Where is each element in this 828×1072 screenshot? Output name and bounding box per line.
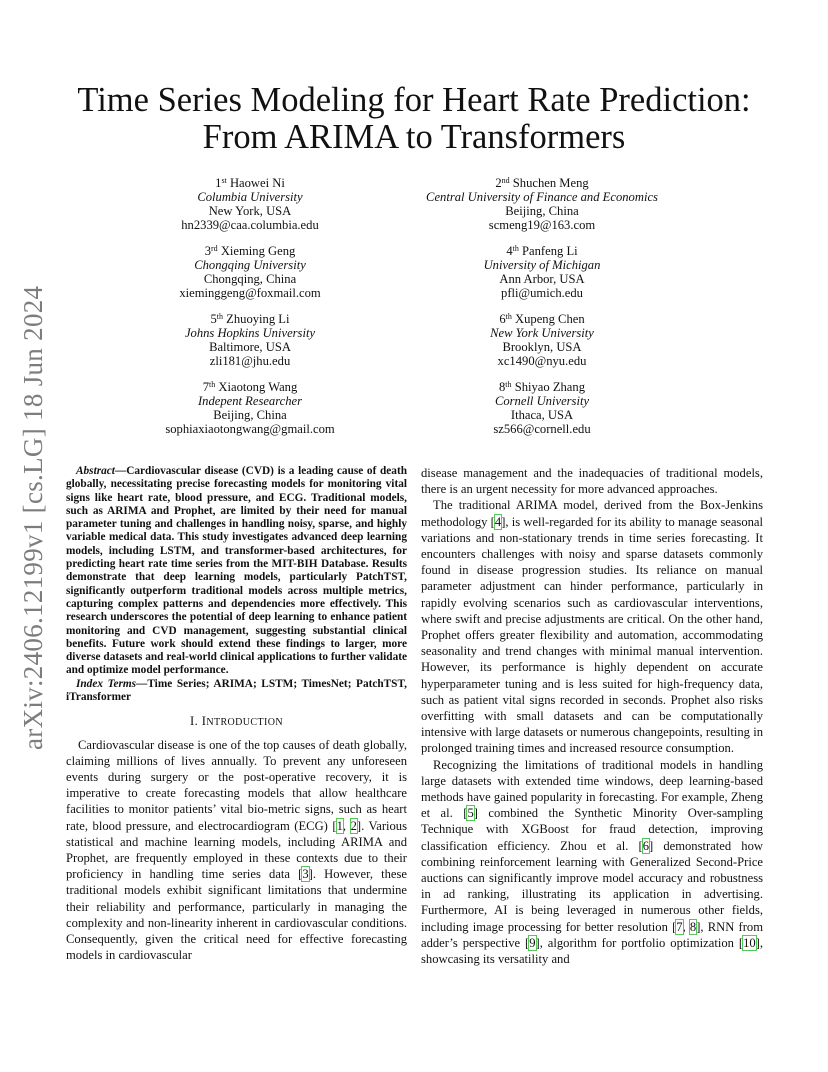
citation-link-1[interactable]: 1 — [336, 818, 343, 833]
author-block-2: 2nd Shuchen Meng Central University of Finance and Economics Beijing, China scmeng19@163.com — [382, 176, 702, 232]
author-location: New York, USA — [208, 204, 292, 218]
author-block-1: 1st Haowei Ni Columbia University New York, USA hn2339@caa.columbia.edu — [90, 176, 410, 232]
author-affiliation: Columbia University — [197, 190, 303, 204]
abstract-text: —Cardiovascular disease (CVD) is a leading cause of death globally, necessitating precise forecasting models for monitoring vital signs like heart rate, blood pressure, and ECG. Traditional models, such as ARIMA and Prophet, are limited by their need for manual parameter tuning and challenges in handling noisy, sparse, and highly variable medical data. This study investigates advanced deep learning models, including LSTM, and transformer-based architectures, for predicting heart rate time series from the MIT-BIH Database. Results demonstrate that deep learning models, particularly PatchTST, significantly outperform traditional models across multiple metrics, capturing complex patterns and dependencies more effectively. This research underscores the potential of deep learning to enhance patient monitoring and CVD management, suggesting substantial clinical benefits. Future work should extend these findings to larger, more diverse datasets and real-world clinical applications to further validate and optimize model performance. — [66, 465, 407, 677]
author-email: sophiaxiaotongwang@gmail.com — [165, 422, 335, 436]
author-block-3: 3rd Xieming Geng Chongqing University Chongqing, China xieminggeng@foxmail.com — [90, 244, 410, 300]
intro-paragraph-3: Recognizing the limitations of traditional models in handling large datasets with extended time windows, deep learning-based methods have gained popularity in forecasting. For example, Zheng et al. [5] combined the Synthetic Minority Over-sampling Technique with XGBoost for fraud detection, improving classification efficiency. Zhou et al. [6] demonstrated how combining reinforcement learning with Generalized Second-Price auctions can significantly improve model accuracy and robustness in ad ranking, illustrating its application in advertising. Furthermore, AI is being leveraged in numerous other fields, including image processing for better resolution [7, 8], RNN from adder’s perspective [9], algorithm for portfolio optimization [10], showcasing its versatility and — [421, 757, 763, 967]
author-location: Beijing, China — [505, 204, 579, 218]
author-location: Baltimore, USA — [209, 340, 291, 354]
citation-link-2[interactable]: 2 — [350, 818, 357, 833]
citation-link-4[interactable]: 4 — [494, 514, 502, 529]
citation-link-10[interactable]: 10 — [743, 935, 756, 950]
index-terms-text: —Time Series; ARIMA; LSTM; TimesNet; PatchTST, iTransformer — [66, 677, 407, 704]
author-affiliation: University of Michigan — [483, 258, 601, 272]
author-name: Panfeng Li — [522, 244, 578, 258]
author-location: Chongqing, China — [203, 272, 297, 286]
author-name: Shiyao Zhang — [514, 380, 585, 394]
citation-link-3[interactable]: 3 — [302, 867, 309, 882]
author-email: xc1490@nyu.edu — [497, 354, 587, 368]
author-name: Xieming Geng — [220, 244, 296, 258]
citation-link-9[interactable]: 9 — [529, 935, 536, 950]
author-location: Ann Arbor, USA — [499, 272, 585, 286]
author-email: hn2339@caa.columbia.edu — [181, 218, 319, 232]
author-affiliation: Chongqing University — [194, 258, 306, 272]
citation-link-8[interactable]: 8 — [689, 919, 697, 934]
author-email: xieminggeng@foxmail.com — [179, 286, 321, 300]
author-affiliation: Cornell University — [494, 394, 590, 408]
author-name: Zhuoying Li — [226, 312, 290, 326]
author-name: Xupeng Chen — [515, 312, 585, 326]
paper-title-line-1: Time Series Modeling for Heart Rate Prediction: — [77, 81, 751, 119]
author-affiliation: New York University — [490, 326, 594, 340]
index-terms — [66, 678, 407, 705]
author-block-4: 4th Panfeng Li University of Michigan Ann Arbor, USA pfli@umich.edu — [382, 244, 702, 300]
author-email: scmeng19@163.com — [488, 218, 596, 232]
intro-paragraph-2: The traditional ARIMA model, derived from the Box-Jenkins methodology [4], is well-regarded for its ability to manage seasonal variations and non-stationary trends in time series forecasting. It encounters challenges with noisy and sparse datasets commonly found in disease progression studies. Its reliance on manual parameter adjustment can hinder performance, particularly in rapidly evolving scenarios such as cardiovascular interventions, where swift and precise adjustments are critical. On the other hand, Prophet offers greater flexibility and automation, accommodating seasonality and trend changes with minimal manual intervention. However, its performance is highly dependent on accurate hyperparameter tuning and is less suited for high-frequency data, such as patient vital signs recorded in seconds. Prophet also risks overfitting with small datasets and can be computationally intensive with large datasets or numerous changepoints, resulting in prolonged training times and increased resource consumption. — [421, 498, 764, 756]
author-email: pfli@umich.edu — [501, 286, 583, 300]
intro-paragraph-continued: disease management and the inadequacies of traditional models, there is an urgent necessity for more advanced approaches. — [421, 466, 763, 497]
author-location: Brooklyn, USA — [502, 340, 582, 354]
author-location: Ithaca, USA — [510, 408, 574, 422]
abstract — [66, 465, 407, 678]
author-block-5: 5th Zhuoying Li Johns Hopkins University Baltimore, USA zli181@jhu.edu — [90, 312, 410, 368]
citation-link-5[interactable]: 5 — [467, 806, 474, 821]
abstract-lead: Abstract — [76, 465, 115, 477]
paper-title-line-2: From ARIMA to Transformers — [202, 118, 626, 156]
author-block-7: 7th Xiaotong Wang Indepent Researcher Beijing, China sophiaxiaotongwang@gmail.com — [90, 380, 410, 436]
author-name: Haowei Ni — [229, 176, 285, 190]
citation-link-7[interactable]: 7 — [676, 919, 683, 934]
author-affiliation: Johns Hopkins University — [184, 326, 316, 340]
author-affiliation: Indepent Researcher — [197, 394, 303, 408]
author-name: Xiaotong Wang — [218, 380, 298, 394]
citation-link-6[interactable]: 6 — [642, 838, 649, 853]
author-email: zli181@jhu.edu — [209, 354, 291, 368]
arxiv-identifier: arXiv:2406.12199v1 [cs.LG] 18 Jun 2024 — [18, 285, 48, 750]
author-email: sz566@cornell.edu — [493, 422, 591, 436]
author-location: Beijing, China — [213, 408, 287, 422]
author-affiliation: Central University of Finance and Economics — [426, 190, 658, 204]
author-block-6: 6th Xupeng Chen New York University Brooklyn, USA xc1490@nyu.edu — [382, 312, 702, 368]
left-column — [66, 465, 407, 963]
author-block-8: 8th Shiyao Zhang Cornell University Ithaca, USA sz566@cornell.edu — [382, 380, 702, 436]
author-name: Shuchen Meng — [512, 176, 589, 190]
index-terms-lead: Index Terms — [76, 677, 137, 690]
intro-paragraph-1: Cardiovascular disease is one of the top causes of death globally, claiming millions of lives annually. To prevent any unforeseen events during surgery or the post-operative recovery, it is imperative to create forecasting models that allow healthcare facilities to monitor patients’ vital bio-metric signs, such as heart rate, blood pressure, and electrocardiogram (ECG) [1, 2]. Various statistical and machine learning models, including ARIMA and Prophet, are frequently employed in these contexts due to their proficiency in handling time series data [3]. However, these traditional models exhibit significant limitations that undermine their reliability and performance, particularly in managing the complexity and non-linearity inherent in cardiovascular conditions. Consequently, given the critical need for effective forecasting models in cardiovascular — [66, 737, 408, 963]
section-heading-introduction: I. INTRODUCTION — [190, 714, 283, 729]
right-column — [421, 465, 763, 967]
